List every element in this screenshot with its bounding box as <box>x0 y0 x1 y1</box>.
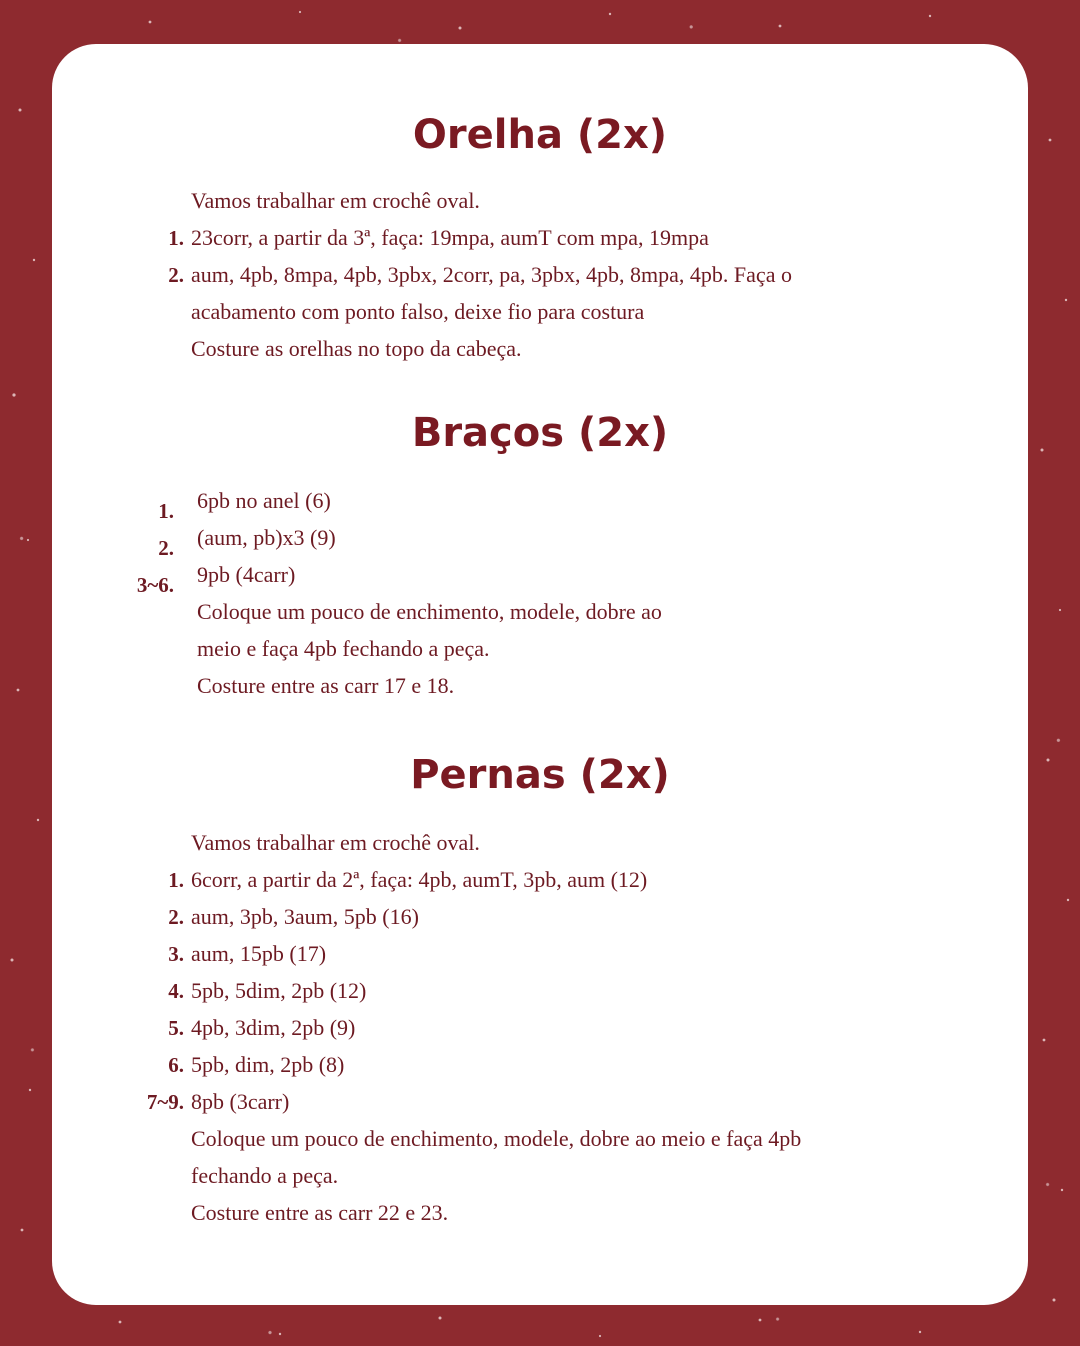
pernas-step-number: 6. <box>168 1053 184 1077</box>
bracos-note: meio e faça 4pb fechando a peça. <box>197 636 490 661</box>
orelha-step-number: 2. <box>168 263 184 287</box>
orelha-step-number: 1. <box>168 226 184 250</box>
bracos-step-text: 9pb (4carr) <box>197 562 296 587</box>
bracos-note: Coloque um pouco de enchimento, modele, dobre ao <box>197 599 662 624</box>
pernas-step-text: 6corr, a partir da 2ª, faça: 4pb, aumT, 3pb, aum (12) <box>191 867 648 892</box>
pernas-step-text: 8pb (3carr) <box>191 1089 290 1114</box>
bracos-step-number: 3~6. <box>136 573 174 597</box>
pernas-step-number: 7~9. <box>146 1090 184 1114</box>
bracos-note: Costure entre as carr 17 e 18. <box>197 673 455 698</box>
pernas-note: fechando a peça. <box>191 1163 339 1188</box>
pernas-intro: Vamos trabalhar em crochê oval. <box>191 830 480 855</box>
pernas-step-text: 4pb, 3dim, 2pb (9) <box>191 1015 356 1040</box>
orelha-step-text: 23corr, a partir da 3ª, faça: 19mpa, aumT com mpa, 19mpa <box>191 225 709 250</box>
pernas-step-number: 3. <box>168 942 184 966</box>
orelha-intro: Vamos trabalhar em crochê oval. <box>191 188 480 213</box>
orelha-step-text-continued: acabamento com ponto falso, deixe fio para costura <box>191 299 645 324</box>
pernas-step-text: aum, 15pb (17) <box>191 941 327 966</box>
pernas-step-number: 1. <box>168 868 184 892</box>
section-title-pernas: Pernas (2x) <box>410 752 670 798</box>
orelha-note: Costure as orelhas no topo da cabeça. <box>191 336 522 361</box>
pernas-step-number: 5. <box>168 1016 184 1040</box>
content-card <box>52 44 1028 1305</box>
bracos-step-number: 2. <box>158 536 174 560</box>
pernas-note: Coloque um pouco de enchimento, modele, dobre ao meio e faça 4pb <box>191 1126 802 1151</box>
section-title-bracos: Braços (2x) <box>411 410 669 456</box>
bracos-step-number: 1. <box>158 499 174 523</box>
pernas-step-number: 4. <box>168 979 184 1003</box>
pernas-step-number: 2. <box>168 905 184 929</box>
bracos-step-text: 6pb no anel (6) <box>197 488 331 513</box>
pernas-step-text: 5pb, 5dim, 2pb (12) <box>191 978 367 1003</box>
pernas-step-text: aum, 3pb, 3aum, 5pb (16) <box>191 904 419 929</box>
pernas-note: Costure entre as carr 22 e 23. <box>191 1200 449 1225</box>
orelha-step-text: aum, 4pb, 8mpa, 4pb, 3pbx, 2corr, pa, 3pbx, 4pb, 8mpa, 4pb. Faça o <box>191 262 792 287</box>
pernas-step-text: 5pb, dim, 2pb (8) <box>191 1052 345 1077</box>
bracos-step-text: (aum, pb)x3 (9) <box>197 525 336 550</box>
section-title-orelha: Orelha (2x) <box>412 112 668 158</box>
